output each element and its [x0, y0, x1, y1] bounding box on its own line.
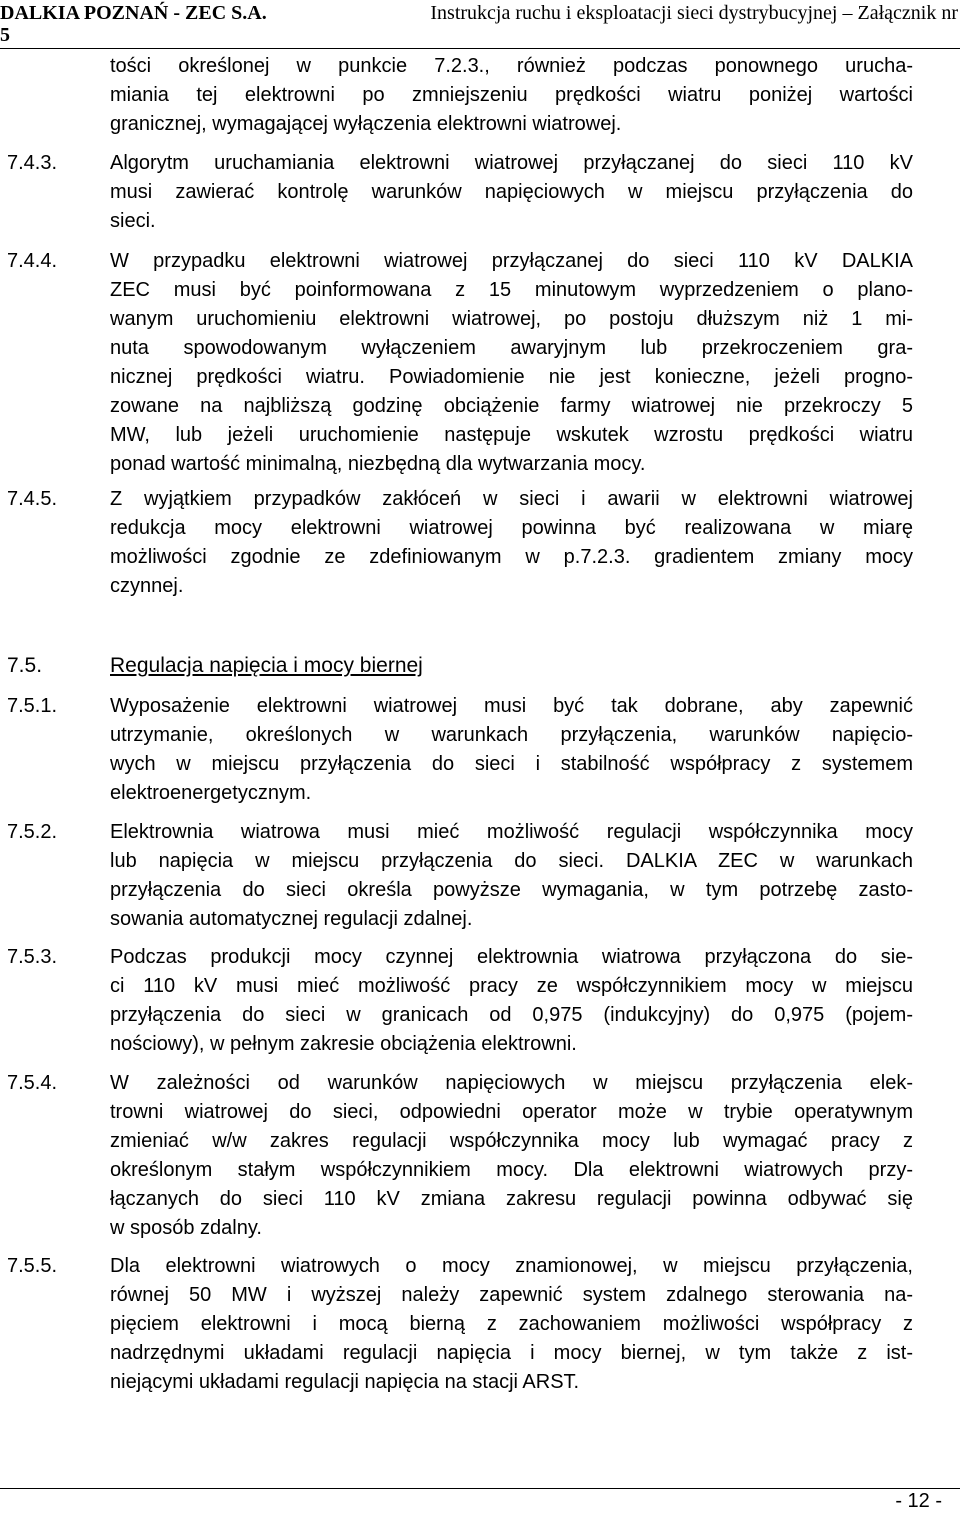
text-line: nuta spowodowanym wyłączeniem awaryjnym lub przekroczeniem gra- [110, 337, 913, 359]
text-line: możliwości zgodnie ze zdefiniowanym w p.7.2.3. gradientem zmiany mocy [110, 546, 913, 568]
page-number: - 12 - [895, 1490, 942, 1512]
text-line: Dla elektrowni wiatrowych o mocy znamionowej, w miejscu przyłączenia, [110, 1255, 913, 1277]
text-line: określonym stałym współczynnikiem mocy. Dla elektrowni wiatrowych przy- [110, 1159, 913, 1181]
text-line: nościowy), w pełnym zakresie obciążenia elektrowni. [110, 1033, 577, 1055]
paragraph-7-4-3 [110, 149, 913, 236]
text-line: łączanych do sieci 110 kV zmiana zakresu regulacji powinna odbywać się [110, 1188, 913, 1210]
paragraph-7-4-5 [110, 485, 913, 601]
header-divider [0, 48, 960, 49]
page-header [0, 0, 960, 50]
text-line: wych w miejscu przyłączenia do sieci i stabilność współpracy z systemem [110, 753, 913, 775]
text-line: nicznej prędkości wiatru. Powiadomienie nie jest konieczne, jeżeli progno- [110, 366, 913, 388]
text-line: sowania automatycznej regulacji zdalnej. [110, 908, 473, 930]
paragraph-7-5-3 [110, 943, 913, 1059]
footer-divider [0, 1488, 960, 1489]
paragraph-7-5-2 [110, 818, 913, 934]
header-annex-number: 5 [0, 24, 10, 46]
text-line: przyłączenia do sieci określa powyższe wymagania, w tym potrzebę zasto- [110, 879, 913, 901]
text-line: redukcja mocy elektrowni wiatrowej powinna być realizowana w miarę [110, 517, 913, 539]
text-line: wanym uruchomieniu elektrowni wiatrowej, po postoju dłuższym niż 1 mi- [110, 308, 913, 330]
text-line: pięciem elektrowni i mocą bierną z zachowaniem możliwości współpracy z [110, 1313, 913, 1335]
paragraph-number: 7.5.2. [7, 821, 58, 843]
text-line: zowane na najbliższą godzinę obciążenie farmy wiatrowej nie przekroczy 5 [110, 395, 913, 417]
text-line: w sposób zdalny. [110, 1217, 262, 1239]
paragraph-number: 7.5.1. [7, 695, 58, 717]
paragraph-number: 7.4.5. [7, 488, 58, 510]
text-line: musi zawierać kontrolę warunków napięciowych w miejscu przyłączenia do [110, 181, 913, 203]
text-line: Elektrownia wiatrowa musi mieć możliwość regulacji współczynnika mocy [110, 821, 913, 843]
text-line: równej 50 MW i wyższej należy zapewnić system zdalnego sterowania na- [110, 1284, 913, 1306]
text-line: elektroenergetycznym. [110, 782, 312, 804]
text-line: niejącymi układami regulacji napięcia na stacji ARST. [110, 1371, 580, 1393]
text-line: utrzymanie, określonych w warunkach przyłączenia, warunków napięcio- [110, 724, 913, 746]
text-line: Wyposażenie elektrowni wiatrowej musi być tak dobrane, aby zapewnić [110, 695, 913, 717]
paragraph-continuation [110, 52, 913, 139]
text-line: granicznej, wymagającej wyłączenia elektrowni wiatrowej. [110, 113, 622, 135]
text-line: lub napięcia w miejscu przyłączenia do sieci. DALKIA ZEC w warunkach [110, 850, 913, 872]
text-line: W przypadku elektrowni wiatrowej przyłączanej do sieci 110 kV DALKIA [110, 250, 913, 272]
text-line: ponad wartość minimalną, niezbędną dla wytwarzania mocy. [110, 453, 646, 475]
text-line: nadrzędnymi układami regulacji napięcia i mocy biernej, w tym także z ist- [110, 1342, 913, 1364]
text-line: Z wyjątkiem przypadków zakłóceń w sieci i awarii w elektrowni wiatrowej [110, 488, 913, 510]
text-line: MW, lub jeżeli uruchomienie następuje wskutek wzrostu prędkości wiatru [110, 424, 913, 446]
text-line: zmieniać w/w zakres regulacji współczynnika mocy lub wymagać pracy z [110, 1130, 913, 1152]
header-document-title: Instrukcja ruchu i eksploatacji sieci dystrybucyjnej – Załącznik nr [430, 2, 958, 24]
text-line: W zależności od warunków napięciowych w miejscu przyłączenia elek- [110, 1072, 913, 1094]
text-line: miania tej elektrowni po zmniejszeniu prędkości wiatru poniżej wartości [110, 84, 913, 106]
text-line: trowni wiatrowej do sieci, odpowiedni operator może w trybie operatywnym [110, 1101, 913, 1123]
text-line: przyłączenia do sieci w granicach od 0,975 (indukcyjny) do 0,975 (pojem- [110, 1004, 913, 1026]
header-company: DALKIA POZNAŃ - ZEC S.A. [0, 2, 267, 24]
text-line: tości określonej w punkcie 7.2.3., również podczas ponownego urucha- [110, 55, 913, 77]
text-line: czynnej. [110, 575, 184, 597]
text-line: Algorytm uruchamiania elektrowni wiatrowej przyłączanej do sieci 110 kV [110, 152, 913, 174]
paragraph-7-5-5 [110, 1252, 913, 1397]
paragraph-number: 7.5.3. [7, 946, 58, 968]
section-title: Regulacja napięcia i mocy biernej [110, 654, 423, 677]
paragraph-7-5-4 [110, 1069, 913, 1243]
text-line: ZEC musi być poinformowana z 15 minutowym wyprzedzeniem o plano- [110, 279, 913, 301]
paragraph-number: 7.4.4. [7, 250, 58, 272]
text-line: Podczas produkcji mocy czynnej elektrownia wiatrowa przyłączona do sie- [110, 946, 913, 968]
paragraph-7-4-4 [110, 247, 913, 479]
section-number: 7.5. [7, 654, 43, 677]
text-line: sieci. [110, 210, 156, 232]
paragraph-number: 7.4.3. [7, 152, 58, 174]
paragraph-number: 7.5.5. [7, 1255, 58, 1277]
paragraph-number: 7.5.4. [7, 1072, 58, 1094]
paragraph-7-5-1 [110, 692, 913, 808]
text-line: ci 110 kV musi mieć możliwość pracy ze współczynnikiem mocy w miejscu [110, 975, 913, 997]
